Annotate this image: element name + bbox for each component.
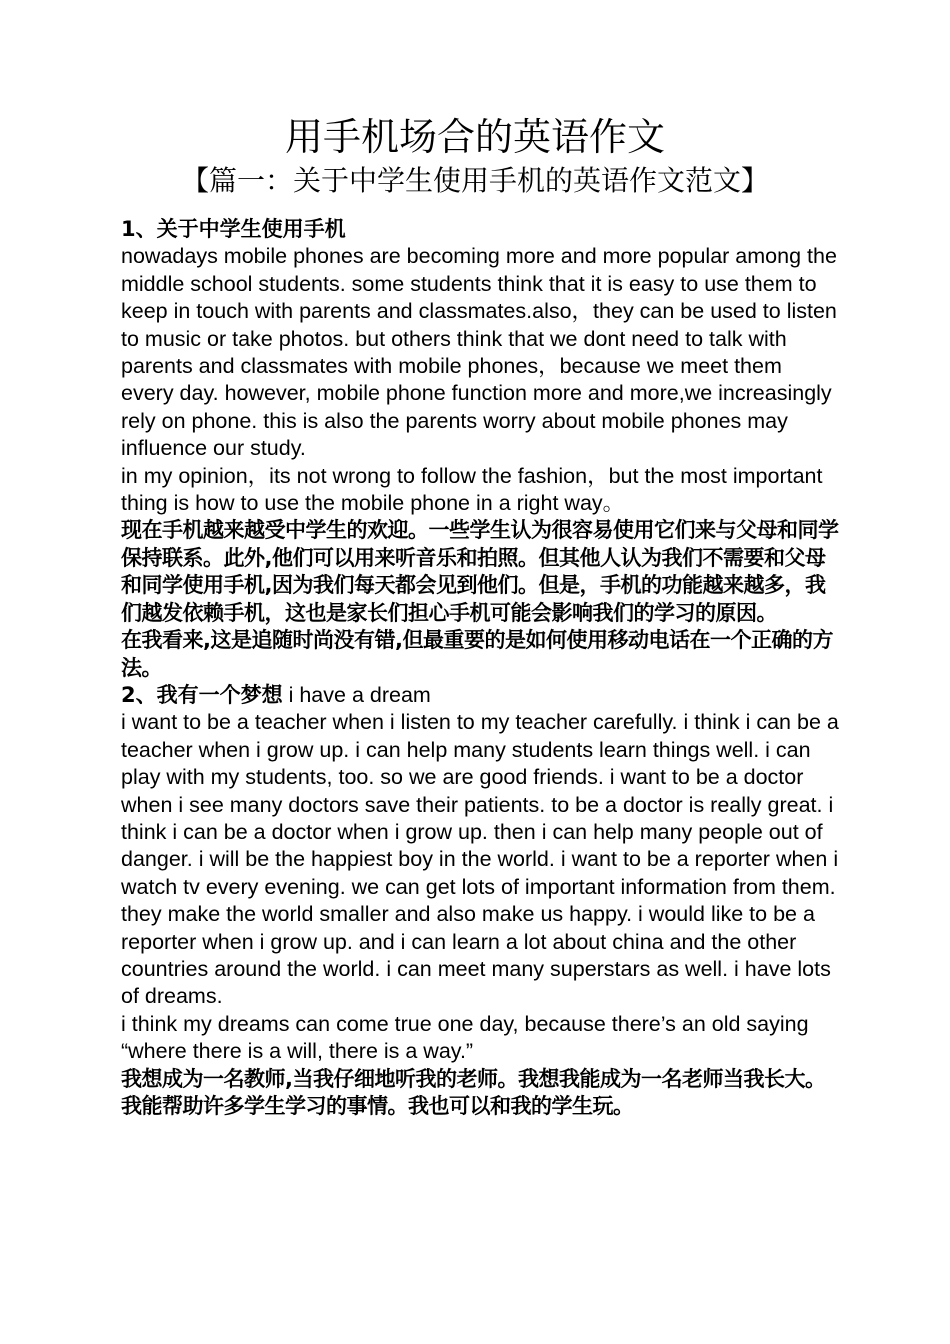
section-1-chinese-paragraph-2: 在我看来,这是追随时尚没有错,但最重要的是如何使用移动电话在一个正确的方法。 <box>121 628 833 680</box>
section-2-heading-chinese: 2、我有一个梦想 <box>121 682 283 707</box>
document-subtitle: 【篇一：关于中学生使用手机的英语作文范文】 <box>180 164 769 197</box>
section-2-english-paragraph-1: i want to be a teacher when i listen to my teacher carefully. i think i can be a teacher when i grow up. i can help many students learn things well. i can play with my students, too. so we are good friends. i want to be a doctor when i see many doctors save their patients. to be a doctor is really great. i think i can be a doctor when i grow up. then i can help many people out of danger. i will be the happiest boy in the world. i want to be a reporter when i watch tv every evening. we can get lots of important information from them. they make the world smaller and also make us happy. i would like to be a reporter when i grow up. and i can learn a lot about china and the other countries around the world. i can meet many superstars as well. i have lots of dreams. <box>121 710 839 1009</box>
section-1-heading: 1、关于中学生使用手机 <box>121 217 346 241</box>
section-2-chinese-paragraph-1: 我想成为一名教师,当我仔细地听我的老师。我想我能成为一名老师当我长大。我能帮助许多学生学习的事情。我也可以和我的学生玩。 <box>121 1066 826 1118</box>
section-1-chinese-paragraph-1: 现在手机越来越受中学生的欢迎。一些学生认为很容易使用它们来与父母和同学保持联系。此外,他们可以用来听音乐和拍照。但其他人认为我们不需要和父母和同学使用手机,因为我们每天都会见到他们。但是，手机的功能越来越多，我们越发依赖手机，这也是家长们担心手机可能会影响我们的学习的原因。 <box>121 518 839 625</box>
document-body <box>115 216 840 1120</box>
document-title: 用手机场合的英语作文 <box>284 115 665 159</box>
section-2-heading <box>115 682 840 709</box>
section-2-heading-english: i have a dream <box>282 682 431 707</box>
section-2-english-paragraph-2: i think my dreams can come true one day, because there’s an old saying “where there is a will, there is a way.” <box>121 1011 809 1064</box>
section-1-english-paragraph-2: in my opinion，its not wrong to follow the fashion，but the most important thing is how to use the mobile phone in a right way。 <box>121 463 823 516</box>
section-1-english-paragraph-1: nowadays mobile phones are becoming more and more popular among the middle school students. some students think that it is easy to use them to keep in touch with parents and classmates.also，they can be used to listen to music or take photos. but others think that we dont need to talk with parents and classmates with mobile phones，because we meet them every day. however, mobile phone function more and more,we increasingly rely on phone. this is also the parents worry about mobile phones may influence our study. <box>121 244 837 461</box>
